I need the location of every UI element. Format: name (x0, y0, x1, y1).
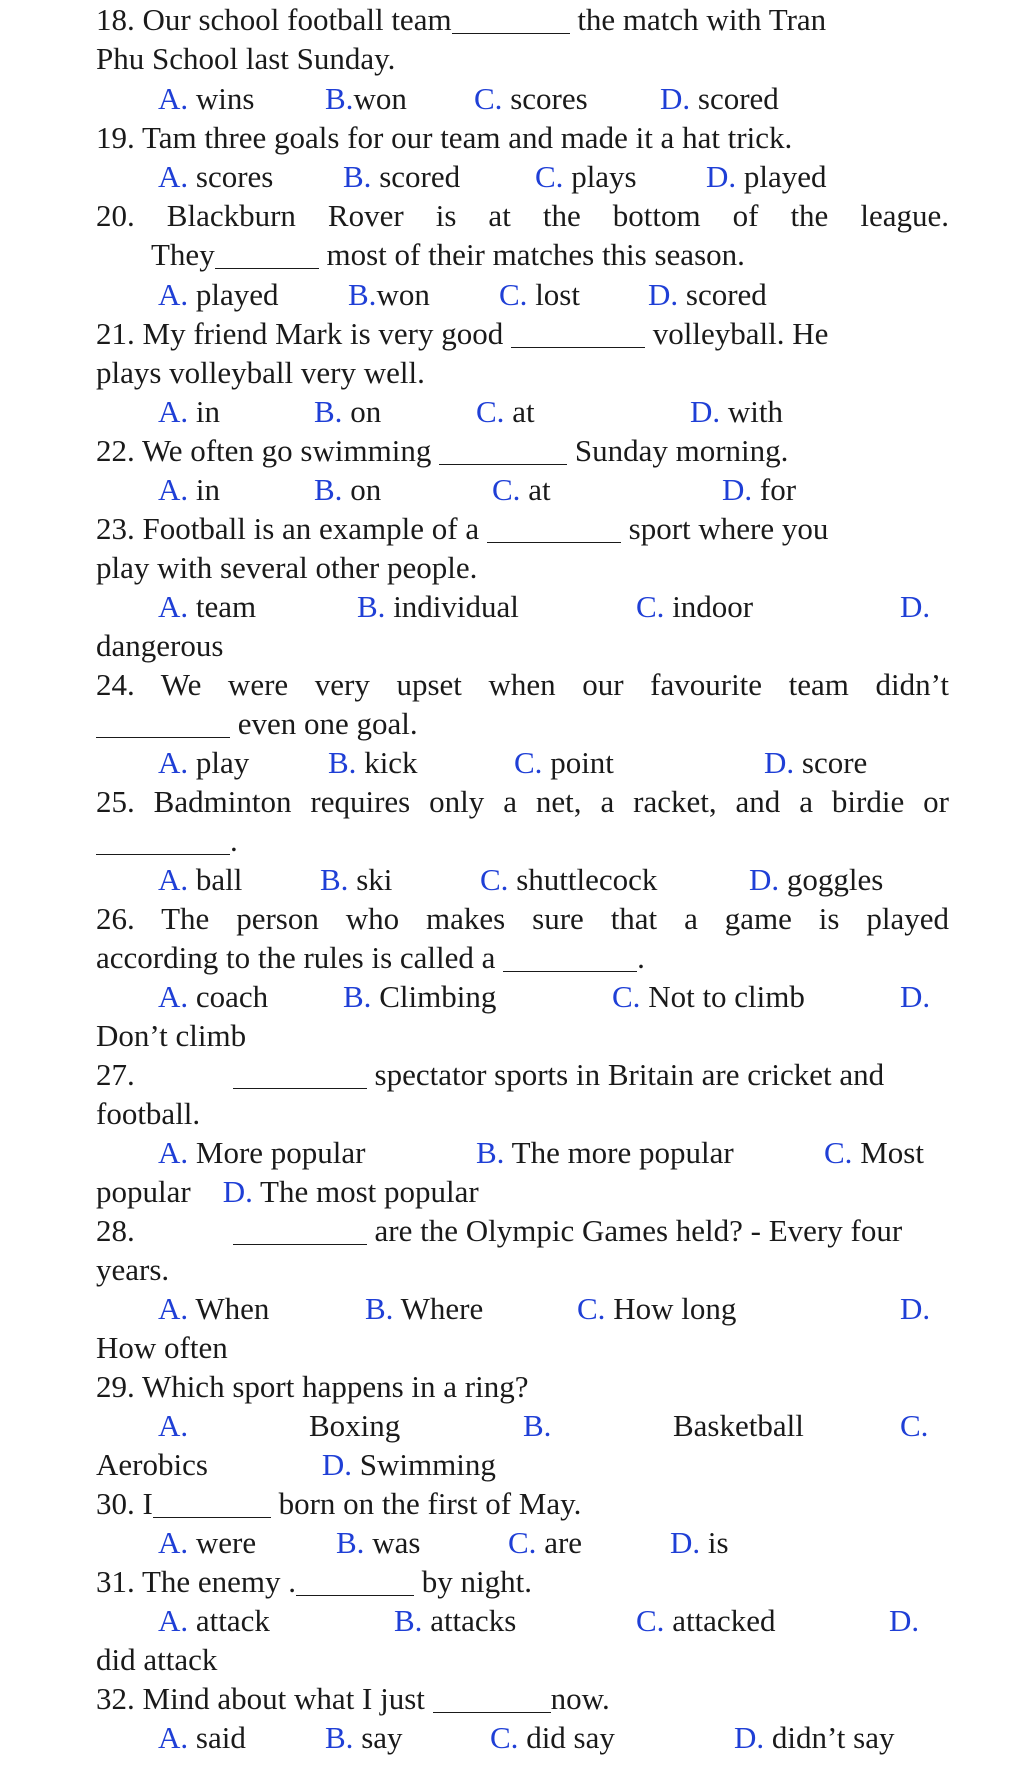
q26-stem-2 (96, 938, 949, 977)
q19-option-a: A. scores (158, 159, 274, 194)
q31-option-c: C. attacked (636, 1603, 776, 1638)
q26-text-c: . (637, 940, 645, 975)
q29-option-b: B. (523, 1408, 552, 1443)
q27-option-a: A. More popular (158, 1135, 366, 1170)
q24-option-a: A. play (158, 745, 250, 780)
q27-stem-1 (96, 1055, 949, 1094)
q23-stem-1 (96, 509, 949, 548)
q24-option-b: B. kick (328, 745, 418, 780)
q28-option-d-wrap: How often (96, 1330, 228, 1365)
q22-option-b: B. on (314, 472, 382, 507)
q25-stem-2 (96, 821, 949, 860)
q20-blank (215, 238, 319, 269)
q23-option-c: C. indoor (636, 589, 754, 624)
q29-option-a-text: Boxing (309, 1408, 401, 1443)
q18-option-b: B.won (325, 81, 407, 116)
q27-text-b: spectator sports in Britain are cricket and (366, 1057, 885, 1092)
q21-text-a: 21. My friend Mark is very good (96, 316, 504, 351)
q25-option-c: C. shuttlecock (480, 862, 658, 897)
q31-blank (296, 1565, 414, 1596)
q20-text-a: 20. Blackburn Rover is at the bottom of the league. (96, 198, 949, 233)
q24-text-a: 24. We were very upset when our favourite team didn’t (96, 667, 949, 702)
q32-option-d: D. didn’t say (734, 1720, 895, 1755)
q29-text-a: 29. Which sport happens in a ring? (96, 1369, 529, 1404)
q26-option-b: B. Climbing (343, 979, 497, 1014)
q26-text-b: according to the rules is called a (96, 940, 496, 975)
q29-wrap-line: Aerobics D. Swimming (96, 1447, 496, 1482)
q20-option-c: C. lost (499, 277, 580, 312)
q21-option-d: D. with (690, 394, 784, 429)
q23-text-b: sport where you (620, 511, 829, 546)
q23-option-d: D. (900, 589, 931, 624)
q20-stem-1 (96, 196, 949, 235)
q27-option-d-letter: D. (222, 1174, 253, 1209)
q32-blank (433, 1682, 551, 1713)
q22-stem-1 (96, 431, 949, 470)
q21-blank (511, 317, 645, 348)
q18-text-a: 18. Our school football team (96, 2, 452, 37)
q30-stem-1 (96, 1484, 949, 1523)
q31-option-d: D. (889, 1603, 920, 1638)
q30-option-a: A. were (158, 1525, 257, 1560)
q25-option-a: A. ball (158, 862, 243, 897)
q22-blank (439, 434, 567, 465)
q30-option-c: C. are (508, 1525, 583, 1560)
q20-stem-2 (151, 235, 1004, 274)
q19-text-a: 19. Tam three goals for our team and made it a hat trick. (96, 120, 793, 155)
q18-text-c: Phu School last Sunday. (96, 41, 396, 76)
q18-option-a: A. wins (158, 81, 255, 116)
q18-option-d: D. scored (660, 81, 779, 116)
q24-option-d: D. score (764, 745, 868, 780)
q27-stem-2 (96, 1094, 949, 1133)
q25-stem-1 (96, 782, 949, 821)
q18-blank (452, 3, 570, 34)
q32-option-b: B. say (325, 1720, 403, 1755)
q28-text-b: are the Olympic Games held? - Every four (366, 1213, 903, 1248)
q21-stem-2 (96, 353, 949, 392)
q20-text-c: most of their matches this season. (318, 237, 745, 272)
q32-text-a: 32. Mind about what I just (96, 1681, 425, 1716)
q29-stem-1 (96, 1367, 949, 1406)
q18-stem-2 (96, 39, 949, 78)
q22-option-d: D. for (722, 472, 797, 507)
q24-option-c: C. point (514, 745, 614, 780)
q27-option-b: B. The more popular (476, 1135, 734, 1170)
q27-wrap-line: popular D. The most popular (96, 1174, 479, 1209)
q27-option-c: C. Most (824, 1135, 924, 1170)
q25-text-a: 25. Badminton requires only a net, a racket, and a birdie or (96, 784, 949, 819)
q26-option-a: A. coach (158, 979, 269, 1014)
q21-option-c: C. at (476, 394, 535, 429)
q26-blank (503, 941, 637, 972)
q28-stem-1 (96, 1211, 949, 1250)
q22-option-a: A. in (158, 472, 221, 507)
q28-option-a: A. When (158, 1291, 270, 1326)
q28-option-c: C. How long (577, 1291, 737, 1326)
q32-stem-1 (96, 1679, 949, 1718)
q23-option-a: A. team (158, 589, 257, 624)
q23-blank (487, 512, 621, 543)
q29-option-d-letter: D. (321, 1447, 353, 1482)
q30-text-a: 30. I (96, 1486, 153, 1521)
q27-text-c: football. (96, 1096, 201, 1131)
q21-text-b: volleyball. He (645, 316, 829, 351)
q24-stem-1 (96, 665, 949, 704)
q28-blank (233, 1214, 367, 1245)
q26-option-d-wrap: Don’t climb (96, 1018, 247, 1053)
q27-text-a: 27. (96, 1057, 135, 1092)
q21-option-a: A. in (158, 394, 221, 429)
q30-text-b: born on the first of May. (270, 1486, 582, 1521)
q29-option-d: Swimming (352, 1447, 496, 1482)
q24-stem-2 (96, 704, 949, 743)
q32-option-c: C. did say (490, 1720, 615, 1755)
q20-option-b: B.won (348, 277, 430, 312)
q26-stem-1 (96, 899, 949, 938)
q30-option-b: B. was (336, 1525, 421, 1560)
q28-text-a: 28. (96, 1213, 135, 1248)
q19-option-b: B. scored (343, 159, 461, 194)
q28-option-b: B. Where (365, 1291, 484, 1326)
q29-option-a: A. (158, 1408, 189, 1443)
q23-stem-2 (96, 548, 949, 587)
q25-blank (96, 824, 230, 855)
q21-option-b: B. on (314, 394, 382, 429)
q26-text-a: 26. The person who makes sure that a game is played (96, 901, 949, 936)
q24-text-b: even one goal. (230, 706, 418, 741)
q31-option-b: B. attacks (394, 1603, 517, 1638)
q31-option-d-wrap: did attack (96, 1642, 218, 1677)
q22-text-a: 22. We often go swimming (96, 433, 432, 468)
q28-text-c: years. (96, 1252, 170, 1287)
q31-text-a: 31. The enemy . (96, 1564, 297, 1599)
q18-stem-1 (96, 0, 949, 39)
q27-option-d: The most popular (252, 1174, 479, 1209)
q22-text-b: Sunday morning. (567, 433, 789, 468)
q18-option-c: C. scores (474, 81, 588, 116)
q30-blank (153, 1487, 271, 1518)
q32-text-b: now. (550, 1681, 610, 1716)
q22-option-c: C. at (492, 472, 551, 507)
q21-stem-1 (96, 314, 949, 353)
q23-option-b: B. individual (357, 589, 519, 624)
q23-text-c: play with several other people. (96, 550, 478, 585)
q23-option-d-wrap: dangerous (96, 628, 224, 663)
q28-option-d: D. (900, 1291, 931, 1326)
q20-option-a: A. played (158, 277, 279, 312)
q29-option-b-text: Basketball (673, 1408, 804, 1443)
q23-text-a: 23. Football is an example of a (96, 511, 480, 546)
q20-text-b: They (151, 237, 215, 272)
q31-text-b: by night. (414, 1564, 533, 1599)
q21-text-c: plays volleyball very well. (96, 355, 425, 390)
q19-option-d: D. played (706, 159, 827, 194)
q30-option-d: D. is (670, 1525, 729, 1560)
q26-option-d: D. (900, 979, 931, 1014)
q31-stem-1 (96, 1562, 949, 1601)
q19-option-c: C. plays (535, 159, 637, 194)
q25-option-b: B. ski (320, 862, 393, 897)
q29-option-c: C. (900, 1408, 929, 1443)
q20-option-d: D. scored (648, 277, 767, 312)
q32-option-a: A. said (158, 1720, 246, 1755)
q31-option-a: A. attack (158, 1603, 270, 1638)
q27-blank (233, 1058, 367, 1089)
q19-stem-1 (96, 118, 949, 157)
q26-option-c: C. Not to climb (612, 979, 805, 1014)
q25-option-d: D. goggles (749, 862, 884, 897)
q24-blank (96, 707, 230, 738)
q18-text-b: the match with Tran (569, 2, 827, 37)
q28-stem-2 (96, 1250, 949, 1289)
q25-text-b: . (230, 823, 238, 858)
